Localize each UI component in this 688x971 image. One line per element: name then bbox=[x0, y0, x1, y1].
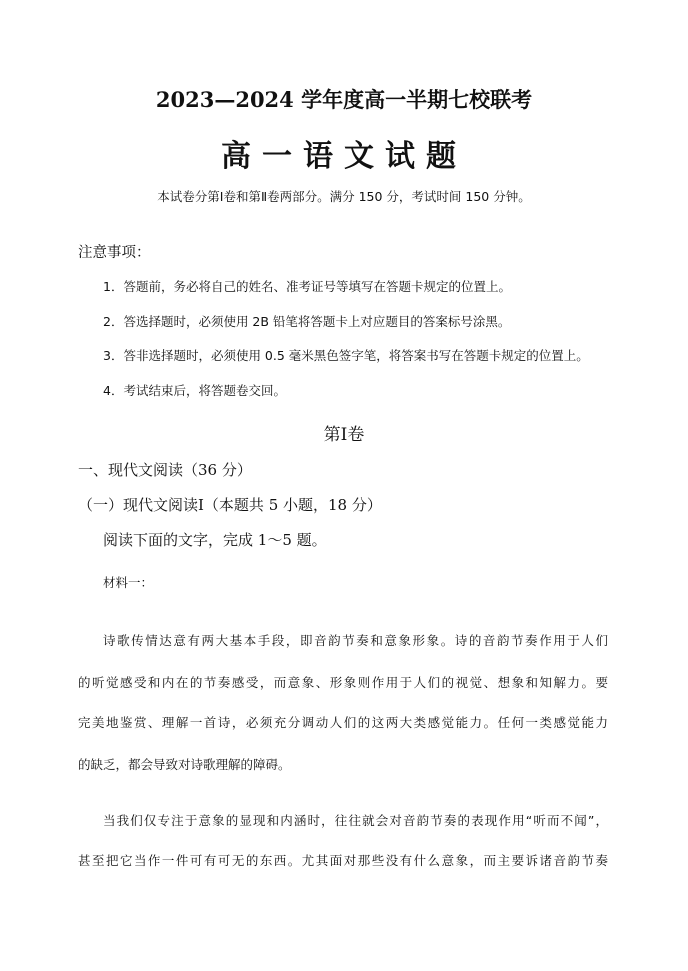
paragraph-line: 的听觉感受和内在的节奏感受，而意象、形象则作用于人们的视觉、想象和知解力。要 bbox=[78, 675, 608, 690]
paragraph-line: 的缺乏，都会导致对诗歌理解的障碍。 bbox=[78, 757, 291, 772]
paragraph-line: 诗歌传情达意有两大基本手段，即音韵节奏和意象形象。诗的音韵节奏作用于人们 bbox=[103, 633, 608, 648]
notice-item: 2．答选择题时，必须使用 2B 铅笔将答题卡上对应题目的答案标号涂黑。 bbox=[103, 314, 511, 329]
notice-item: 3．答非选择题时，必须使用 0.5 毫米黑色签字笔，将答案书写在答题卡规定的位置上。 bbox=[103, 348, 589, 363]
reading-instruction: 阅读下面的文字，完成 1～5 题。 bbox=[103, 531, 327, 549]
notice-heading: 注意事项： bbox=[78, 245, 151, 261]
exam-title: 2023—2024 学年度高一半期七校联考 bbox=[155, 87, 533, 112]
material-label: 材料一： bbox=[103, 575, 154, 590]
sub-section-heading: （一）现代文阅读Ⅰ（本题共 5 小题，18 分） bbox=[78, 496, 382, 514]
exam-intro: 本试卷分第Ⅰ卷和第Ⅱ卷两部分。满分 150 分，考试时间 150 分钟。 bbox=[157, 189, 531, 204]
paragraph-line: 甚至把它当作一件可有可无的东西。尤其面对那些没有什么意象，而主要诉诸音韵节奏 bbox=[78, 853, 608, 868]
volume-label: 第Ⅰ卷 bbox=[323, 425, 365, 445]
subject-title: 高一语文试题 bbox=[221, 139, 467, 174]
paragraph-line: 完美地鉴赏、理解一首诗，必须充分调动人们的这两大类感觉能力。任何一类感觉能力 bbox=[78, 715, 608, 730]
notice-item: 1．答题前，务必将自己的姓名、准考证号等填写在答题卡规定的位置上。 bbox=[103, 279, 511, 294]
notice-item: 4．考试结束后，将答题卷交回。 bbox=[103, 383, 286, 398]
paragraph-line: 当我们仅专注于意象的显现和内涵时，往往就会对音韵节奏的表现作用“听而不闻”， bbox=[103, 813, 608, 828]
section-heading: 一、现代文阅读（36 分） bbox=[78, 461, 252, 479]
